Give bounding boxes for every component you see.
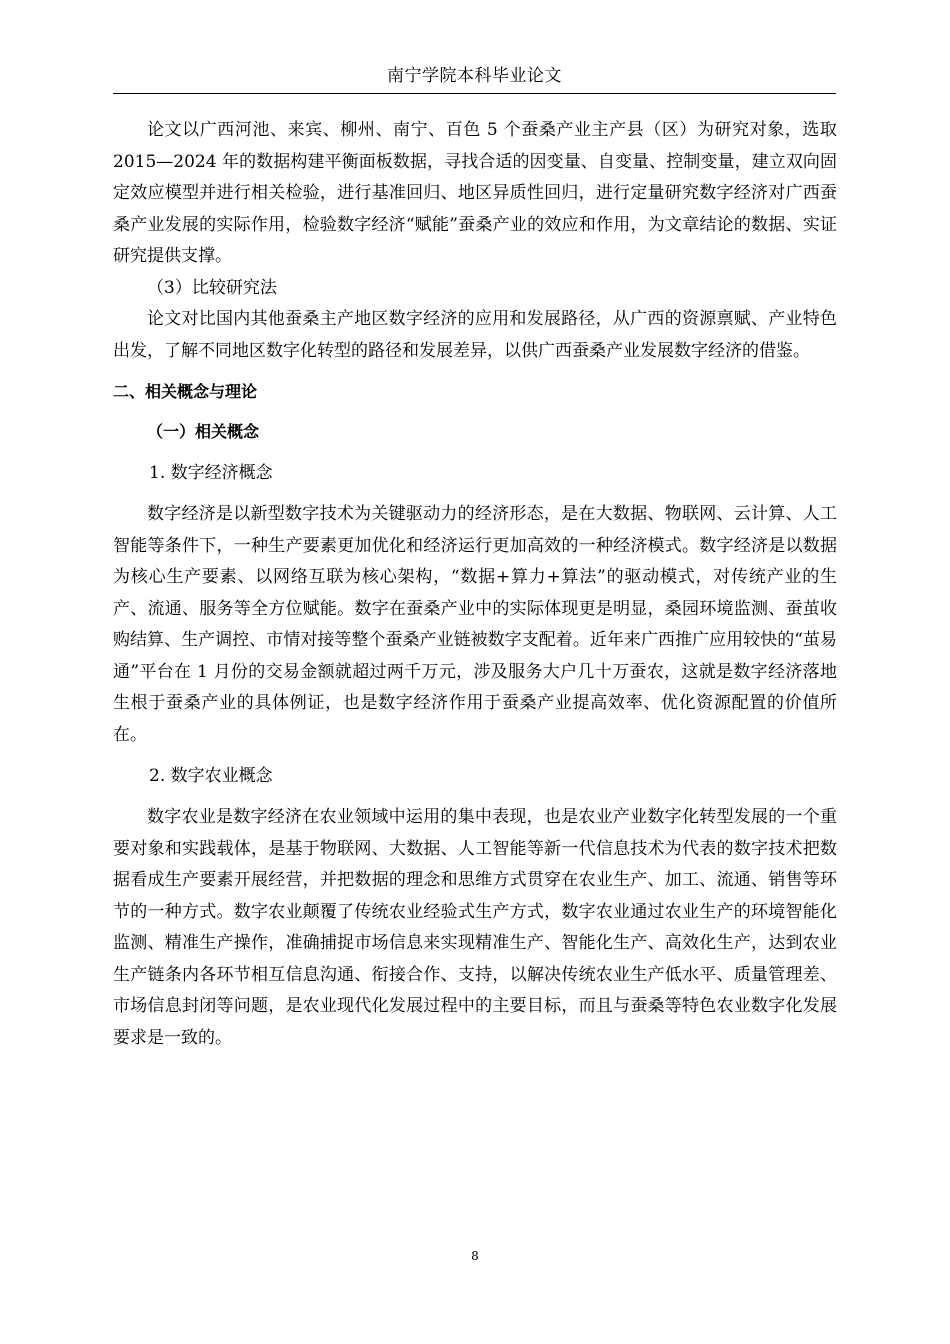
page-body	[113, 115, 837, 1054]
method-3-heading: （3）比较研究法	[147, 277, 277, 298]
running-header: 南宁学院本科毕业论文	[387, 66, 562, 86]
paragraph-comparative-method: 论文对比国内其他蚕桑主产地区数字经济的应用和发展路径，从广西的资源禀赋、产业特色出发，了解不同地区数字化转型的路径和发展差异，以供广西蚕桑产业发展数字经济的借鉴。	[113, 309, 837, 361]
section-heading: 二、相关概念与理论	[113, 382, 258, 401]
item-1-heading: 1. 数字经济概念	[149, 463, 273, 483]
item-2-heading: 2. 数字农业概念	[149, 766, 273, 786]
header-divider	[113, 93, 836, 94]
paragraph-quantitative-method: 论文以广西河池、来宾、柳州、南宁、百色 5 个蚕桑产业主产县（区）为研究对象，选取 2015—2024 年的数据构建平衡面板数据，寻找合适的因变量、自变量、控制变量，建立双向固定效应模型并进行相关检验，进行基准回归、地区异质性回归，进行定量研究数字经济对广西蚕桑产业发展的实际作用，检验数字经济“赋能”蚕桑产业的效应和作用，为文章结论的数据、实证研究提供支撑。	[113, 120, 837, 266]
paragraph-digital-agriculture: 数字农业是数字经济在农业领域中运用的集中表现，也是农业产业数字化转型发展的一个重要对象和实践载体，是基于物联网、大数据、人工智能等新一代信息技术为代表的数字技术把数据看成生产要素开展经营，并把数据的理念和思维方式贯穿在农业生产、加工、流通、销售等环节的一种方式。数字农业颠覆了传统农业经验式生产方式，数字农业通过农业生产的环境智能化监测、精准生产操作，准确捕捉市场信息来实现精准生产、智能化生产、高效化生产，达到农业生产链条内各环节相互信息沟通、衔接合作、支持，以解决传统农业生产低水平、质量管理差、市场信息封闭等问题，是农业现代化发展过程中的主要目标，而且与蚕桑等特色农业数字化发展要求是一致的。	[113, 807, 837, 1048]
paragraph-digital-economy: 数字经济是以新型数字技术为关键驱动力的经济形态，是在大数据、物联网、云计算、人工智能等条件下，一种生产要素更加优化和经济运行更加高效的一种经济模式。数字经济是以数据为核心生产要素、以网络互联为核心架构，“数据+算力+算法”的驱动模式，对传统产业的生产、流通、服务等全方位赋能。数字在蚕桑产业中的实际体现更是明显，桑园环境监测、蚕茧收购结算、生产调控、市情对接等整个蚕桑产业链被数字支配着。近年来广西推广应用较快的“茧易通”平台在 1 月份的交易金额就超过两千万元，涉及服务大户几十万蚕农，这就是数字经济落地生根于蚕桑产业的具体例证，也是数字经济作用于蚕桑产业提高效率、优化资源配置的价值所在。	[113, 504, 837, 745]
subsection-heading: （一）相关概念	[147, 422, 260, 441]
page-number: 8	[471, 1249, 479, 1263]
